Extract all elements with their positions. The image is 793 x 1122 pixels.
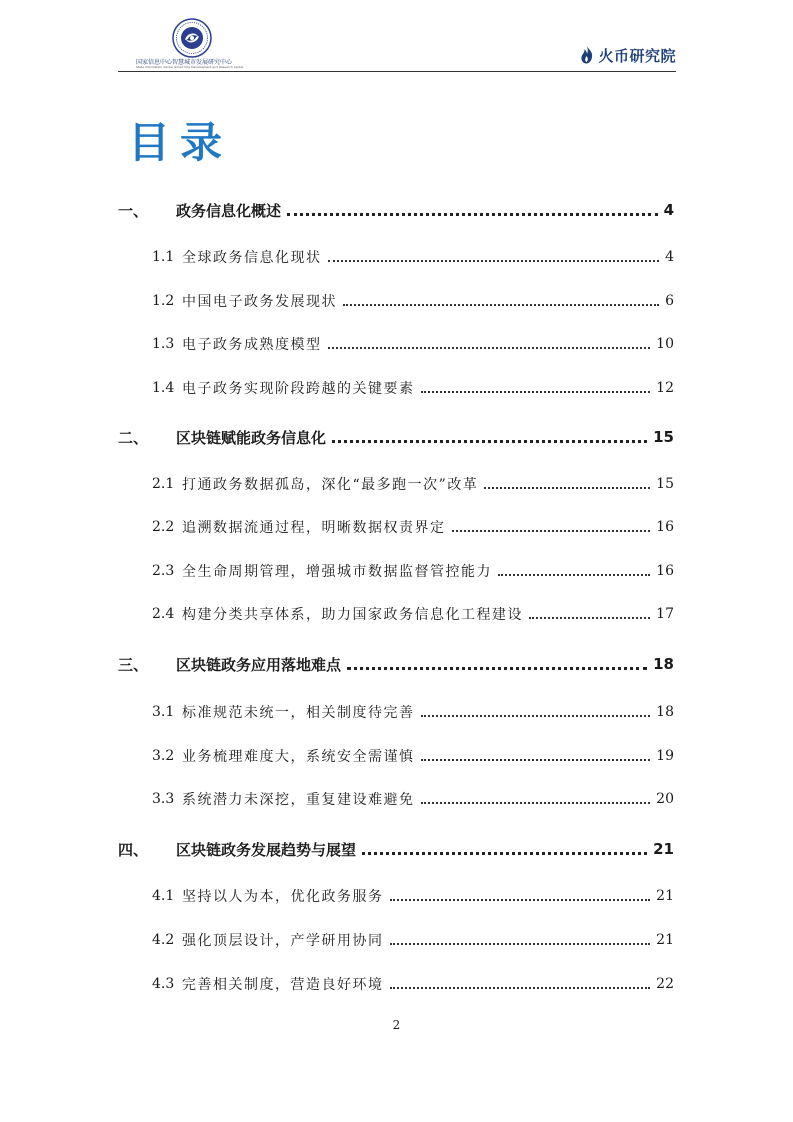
toc-entry-page: 21: [656, 888, 674, 904]
toc-dot-leader: [421, 755, 651, 761]
toc-entry-page: 21: [656, 932, 674, 948]
toc-entry-label: 中国电子政务发展现状: [182, 294, 337, 310]
toc-entry-number: 二、: [118, 428, 149, 447]
toc-chapter-entry[interactable]: [118, 652, 674, 676]
toc-entry-number: 1.1: [152, 249, 175, 265]
toc-entry-label: 电子政务实现阶段跨越的关键要素: [182, 381, 415, 397]
toc-section-entry[interactable]: [118, 376, 674, 400]
toc-entry-number: 4.2: [152, 932, 175, 948]
toc-entry-number: 1.3: [152, 336, 175, 352]
toc-dot-leader: [328, 343, 651, 349]
toc-entry-label: 区块链政务发展趋势与展望: [176, 840, 357, 859]
org-name-en: State Information Center Smart City Development and Research Center: [136, 65, 244, 69]
org-name-cn: 国家信息中心智慧城市发展研究中心: [136, 59, 233, 66]
toc-chapter-entry[interactable]: [118, 837, 674, 861]
toc-entry-label: 打通政务数据孤岛，深化“最多跑一次”改革: [182, 477, 479, 493]
toc-entry-number: 2.1: [152, 476, 175, 492]
toc-dot-leader: [484, 483, 650, 489]
toc-section-entry[interactable]: [118, 602, 674, 626]
toc-entry-number: 1.4: [152, 380, 175, 396]
toc-entry-label: 全球政务信息化现状: [182, 250, 322, 266]
toc-entry-page: 17: [656, 606, 674, 622]
toc-entry-label: 构建分类共享体系，助力国家政务信息化工程建设: [182, 607, 523, 623]
toc-entry-page: 18: [653, 655, 674, 673]
toc-dot-leader: [362, 848, 647, 855]
toc-entry-label: 全生命周期管理，增强城市数据监督管控能力: [182, 564, 492, 580]
toc-entry-number: 一、: [118, 201, 149, 220]
brand-logo: [580, 44, 676, 66]
toc-section-entry[interactable]: [118, 245, 674, 269]
toc-section-entry[interactable]: [118, 332, 674, 356]
toc-chapter-entry[interactable]: [118, 425, 674, 449]
toc-entry-number: 3.2: [152, 748, 175, 764]
toc-dot-leader: [390, 895, 651, 901]
toc-dot-leader: [332, 436, 647, 443]
toc-entry-label: 区块链赋能政务信息化: [176, 428, 327, 447]
toc-section-entry[interactable]: [118, 515, 674, 539]
toc-entry-label: 电子政务成熟度模型: [182, 337, 322, 353]
toc-entry-label: 业务梳理难度大，系统安全需谨慎: [182, 749, 415, 765]
toc-section-entry[interactable]: [118, 744, 674, 768]
toc-dot-leader: [452, 526, 651, 532]
toc-dot-leader: [390, 983, 651, 989]
toc-entry-page: 12: [656, 380, 674, 396]
toc-section-entry[interactable]: [118, 289, 674, 313]
toc-section-entry[interactable]: [118, 884, 674, 908]
toc-entry-number: 2.3: [152, 563, 175, 579]
toc-entry-label: 系统潜力未深挖，重复建设难避免: [182, 792, 415, 808]
toc-entry-label: 标准规范未统一，相关制度待完善: [182, 705, 415, 721]
page-title: 目录: [128, 118, 233, 167]
toc-dot-leader: [498, 570, 650, 576]
toc-entry-page: 21: [653, 840, 674, 858]
toc-entry-page: 4: [663, 201, 674, 219]
brand-name: 火币研究院: [598, 46, 676, 65]
flame-icon: [580, 46, 594, 64]
toc-dot-leader: [343, 300, 659, 306]
toc-entry-page: 15: [656, 476, 674, 492]
toc-dot-leader: [328, 256, 660, 262]
toc-entry-page: 10: [656, 336, 674, 352]
toc-section-entry[interactable]: [118, 787, 674, 811]
toc-entry-number: 1.2: [152, 293, 175, 309]
toc-section-entry[interactable]: [118, 928, 674, 952]
toc-entry-label: 追溯数据流通过程，明晰数据权责界定: [182, 520, 446, 536]
toc-entry-number: 4.3: [152, 976, 175, 992]
toc-dot-leader: [421, 798, 651, 804]
toc-entry-page: 16: [656, 519, 674, 535]
toc-dot-leader: [421, 387, 651, 393]
toc-dot-leader: [421, 711, 651, 717]
toc-entry-number: 3.3: [152, 791, 175, 807]
toc-entry-page: 20: [656, 791, 674, 807]
header-divider: [118, 71, 676, 72]
page-header: [118, 14, 676, 72]
toc-entry-label: 坚持以人为本，优化政务服务: [182, 889, 384, 905]
toc-dot-leader: [347, 663, 647, 670]
toc-section-entry[interactable]: [118, 700, 674, 724]
toc-entry-page: 18: [656, 704, 674, 720]
toc-section-entry[interactable]: [118, 972, 674, 996]
toc-entry-page: 4: [665, 249, 674, 265]
seal-logo-icon: [172, 18, 212, 58]
toc-chapter-entry[interactable]: [118, 198, 674, 222]
toc-section-entry[interactable]: [118, 559, 674, 583]
org-logo: [136, 14, 246, 70]
toc-entry-number: 2.2: [152, 519, 175, 535]
toc-entry-number: 3.1: [152, 704, 175, 720]
toc-dot-leader: [390, 939, 651, 945]
toc-entry-page: 6: [665, 293, 674, 309]
toc-entry-number: 四、: [118, 840, 149, 859]
toc-entry-page: 15: [653, 428, 674, 446]
toc-entry-label: 区块链政务应用落地难点: [176, 655, 342, 674]
page-number: 2: [392, 1018, 401, 1032]
toc-section-entry[interactable]: [118, 472, 674, 496]
toc-entry-label: 完善相关制度，营造良好环境: [182, 977, 384, 993]
toc-entry-number: 三、: [118, 655, 149, 674]
toc-entry-page: 22: [656, 976, 674, 992]
toc-dot-leader: [287, 209, 658, 216]
toc-entry-page: 19: [656, 748, 674, 764]
toc-dot-leader: [529, 613, 650, 619]
toc-entry-label: 强化顶层设计，产学研用协同: [182, 933, 384, 949]
toc-entry-number: 2.4: [152, 606, 175, 622]
toc-entry-page: 16: [656, 563, 674, 579]
toc-entry-label: 政务信息化概述: [176, 201, 282, 220]
toc-entry-number: 4.1: [152, 888, 175, 904]
